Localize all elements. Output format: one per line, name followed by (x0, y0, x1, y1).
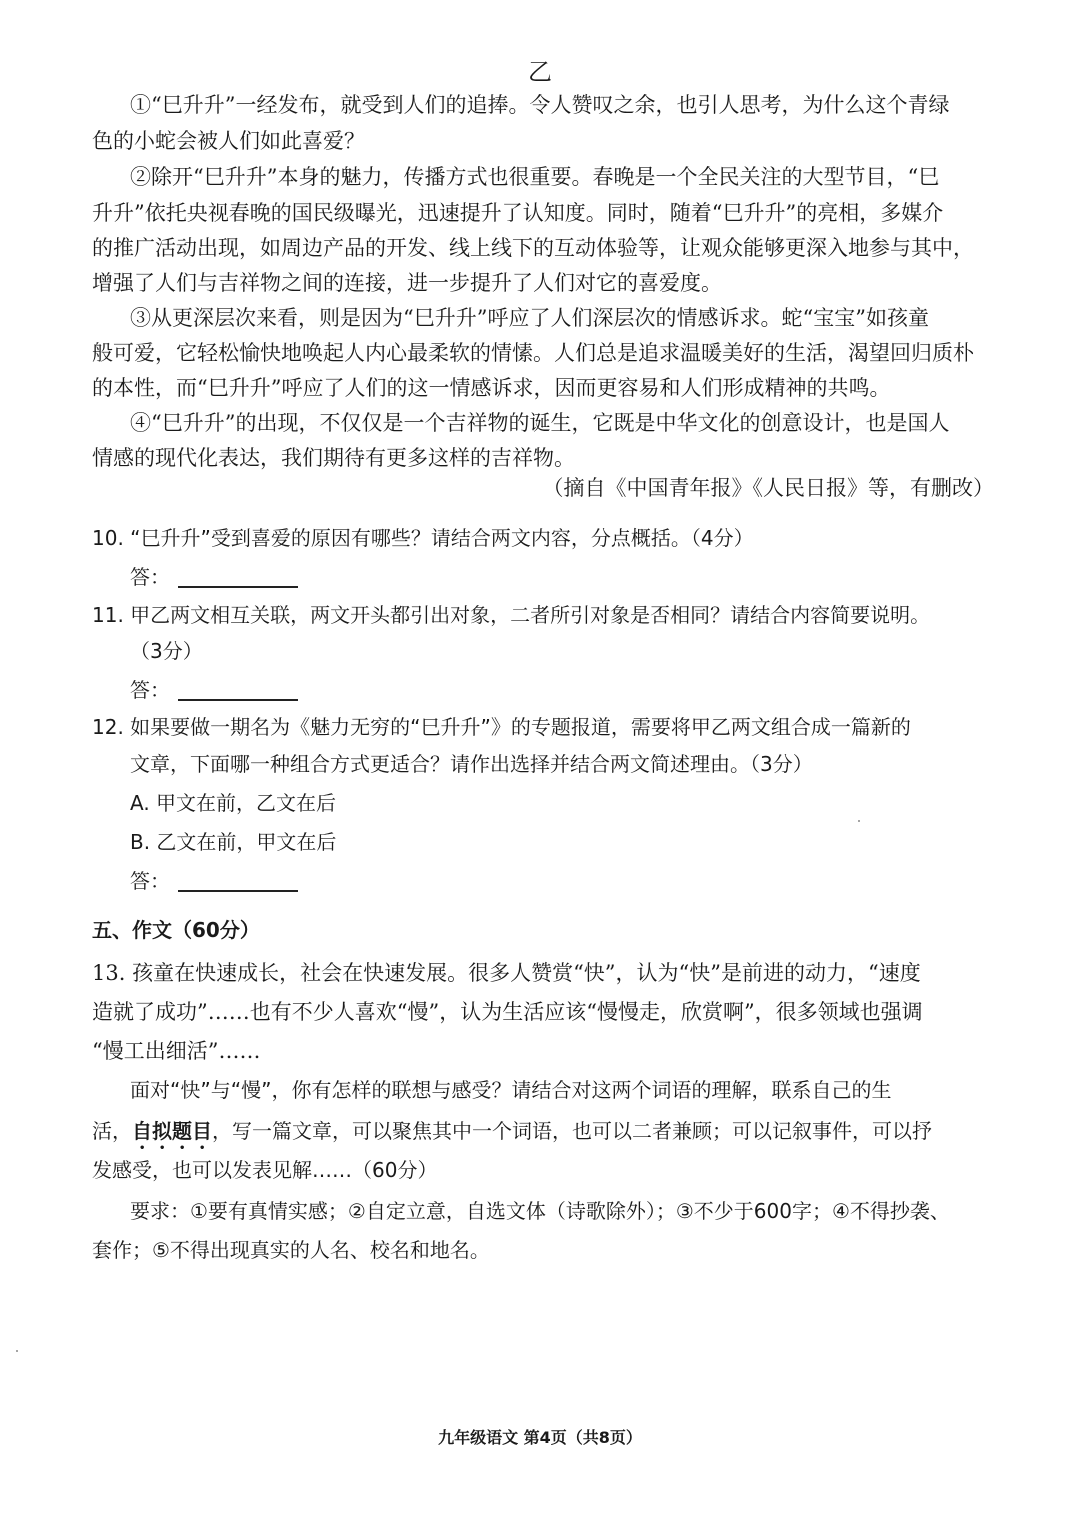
passage-p2-line1: ②除开“巳升升”本身的魅力，传播方式也很重要。春晚是一个全民关注的大型节目，“巳 (130, 165, 940, 189)
question-12-option-b: B. 乙文在前，甲文在后 (130, 830, 337, 854)
essay-task-emphasis: 自拟题目 (132, 1119, 212, 1143)
passage-p4-line2: 情感的现代化表达，我们期待有更多这样的吉祥物。 (92, 446, 575, 470)
essay-task-line3: 发感受，也可以发表见解……（60分） (92, 1158, 438, 1182)
passage-p3-line3: 的本性，而“巳升升”呼应了人们的这一情感诉求，因而更容易和人们形成精神的共鸣。 (92, 376, 891, 400)
passage-p2-line3: 的推广活动出现，如周边产品的开发、线上线下的互动体验等，让观众能够更深入地参与其中， (92, 236, 974, 260)
essay-requirements-line1: 要求：①要有真情实感；②自定立意，自选文体（诗歌除外）；③不少于600字；④不得抄袭、 (130, 1199, 950, 1223)
passage-p1-line1: ①“巳升升”一经发布，就受到人们的追捧。令人赞叹之余，也引人思考，为什么这个青绿 (130, 93, 950, 117)
question-10: 10. “巳升升”受到喜爱的原因有哪些？请结合两文内容，分点概括。（4分） (92, 526, 754, 550)
essay-task-post: ，写一篇文章，可以聚焦其中一个词语，也可以二者兼顾；可以记叙事件，可以抒 (212, 1119, 932, 1143)
passage-p2-line4: 增强了人们与吉祥物之间的连接，进一步提升了人们对它的喜爱度。 (92, 271, 722, 295)
essay-prompt-line3: “慢工出细活”…… (92, 1039, 261, 1063)
essay-requirements-line2: 套作；⑤不得出现真实的人名、校名和地名。 (92, 1238, 490, 1262)
scan-speck (858, 820, 860, 822)
passage-p2-line2: 升升”依托央视春晚的国民级曝光，迅速提升了认知度。同时，随着“巳升升”的亮相，多媒介 (92, 201, 944, 225)
question-12-option-a: A. 甲文在前，乙文在后 (130, 791, 337, 815)
essay-prompt-line1: 13. 孩童在快速成长，社会在快速发展。很多人赞赏“快”，认为“快”是前进的动力，“速度 (92, 961, 921, 985)
essay-task-pre: 活， (92, 1119, 132, 1143)
question-12-line2: 文章，下面哪一种组合方式更适合？请作出选择并结合两文简述理由。（3分） (130, 752, 813, 776)
essay-section-title: 五、作文（60分） (92, 918, 260, 942)
passage-p3-line2: 般可爱，它轻松愉快地唤起人内心最柔软的情愫。人们总是追求温暖美好的生活，渴望回归质朴 (92, 341, 974, 365)
answer-blank-12[interactable] (178, 868, 298, 892)
passage-p3-line1: ③从更深层次来看，则是因为“巳升升”呼应了人们深层次的情感诉求。蛇“宝宝”如孩童 (130, 306, 929, 330)
passage-source: （摘自《中国青年报》《人民日报》等，有删改） (542, 476, 994, 500)
answer-10 (130, 560, 1002, 594)
answer-12 (130, 864, 1002, 898)
answer-blank-10[interactable] (178, 564, 298, 588)
answer-label: 答： (130, 869, 170, 893)
passage-p4-line1: ④“巳升升”的出现，不仅仅是一个吉祥物的诞生，它既是中华文化的创意设计，也是国人 (130, 411, 950, 435)
passage-p1-line2: 色的小蛇会被人们如此喜爱？ (92, 129, 365, 153)
question-12-line1: 12. 如果要做一期名为《魅力无穷的“巳升升”》的专题报道，需要将甲乙两文组合成一篇新的 (92, 715, 911, 739)
essay-task-line2 (92, 1114, 1002, 1154)
page-footer: 九年级语文 第4页（共8页） (438, 1428, 642, 1447)
answer-11 (130, 673, 1002, 707)
essay-task-line1: 面对“快”与“慢”，你有怎样的联想与感受？请结合对这两个词语的理解，联系自己的生 (130, 1078, 892, 1102)
question-11-line1: 11. 甲乙两文相互关联，两文开头都引出对象，二者所引对象是否相同？请结合内容简要说明。 (92, 603, 931, 627)
essay-prompt-line2: 造就了成功”……也有不少人喜欢“慢”，认为生活应该“慢慢走，欣赏啊”，很多领域也强调 (92, 1000, 923, 1024)
passage-heading: 乙 (528, 58, 552, 86)
question-11-line2: （3分） (130, 639, 203, 663)
answer-blank-11[interactable] (178, 677, 298, 701)
answer-label: 答： (130, 565, 170, 589)
answer-label: 答： (130, 678, 170, 702)
scan-speck (16, 1350, 18, 1352)
